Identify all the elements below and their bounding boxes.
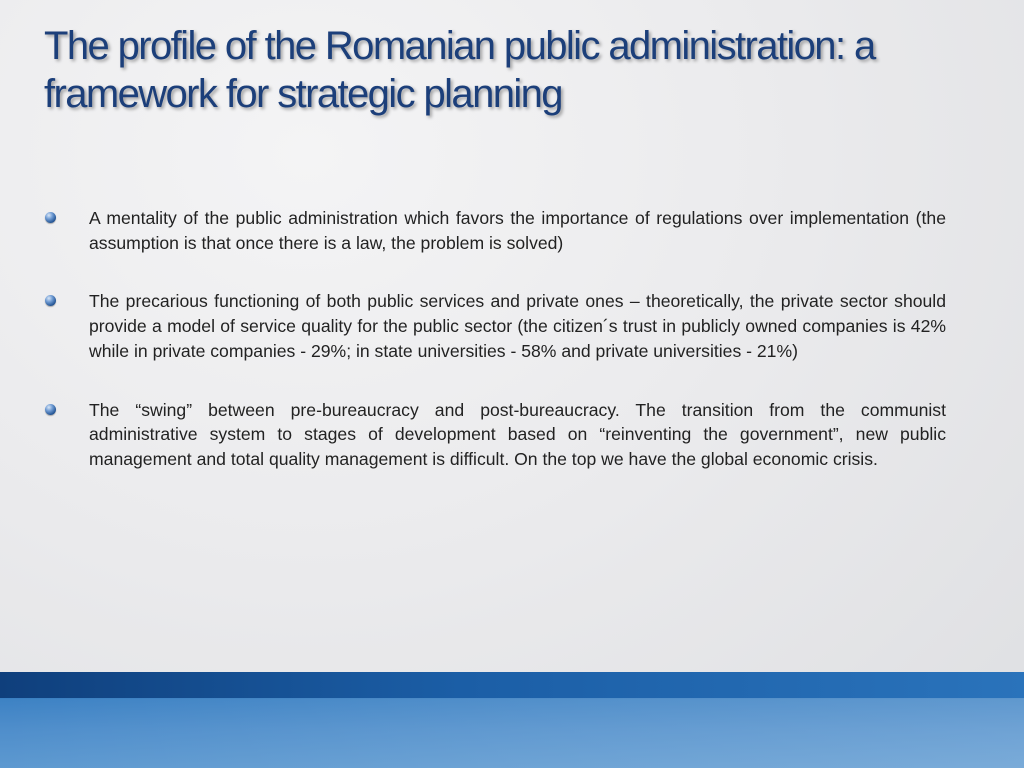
bullet-item — [44, 206, 946, 255]
slide-title: The profile of the Romanian public administration: a framework for strategic planning — [44, 24, 875, 116]
bullet-item — [44, 289, 946, 363]
bullet-item — [44, 398, 946, 472]
bullet-point-icon — [45, 404, 56, 415]
bullet-point-icon — [45, 295, 56, 306]
bullet-text: A mentality of the public administration which favors the importance of regulations over implementation (the assumption is that once there is a law, the problem is solved) — [89, 208, 946, 253]
bullet-text: The precarious functioning of both public services and private ones – theoretically, the private sector should provide a model of service quality for the public sector (the citizen´s trust in publicly owned companies is 42% while in private companies - 29%; in state universities - 58% and private universities - 21%) — [89, 291, 946, 361]
bullet-point-icon — [45, 212, 56, 223]
bullet-text: The “swing” between pre-bureaucracy and post-bureaucracy. The transition from the communist administrative system to stages of development based on “reinventing the government”, new public management and total quality management is difficult. On the top we have the global economic crisis. — [89, 399, 946, 469]
bullet-list — [44, 206, 946, 506]
footer-band — [0, 672, 1024, 768]
